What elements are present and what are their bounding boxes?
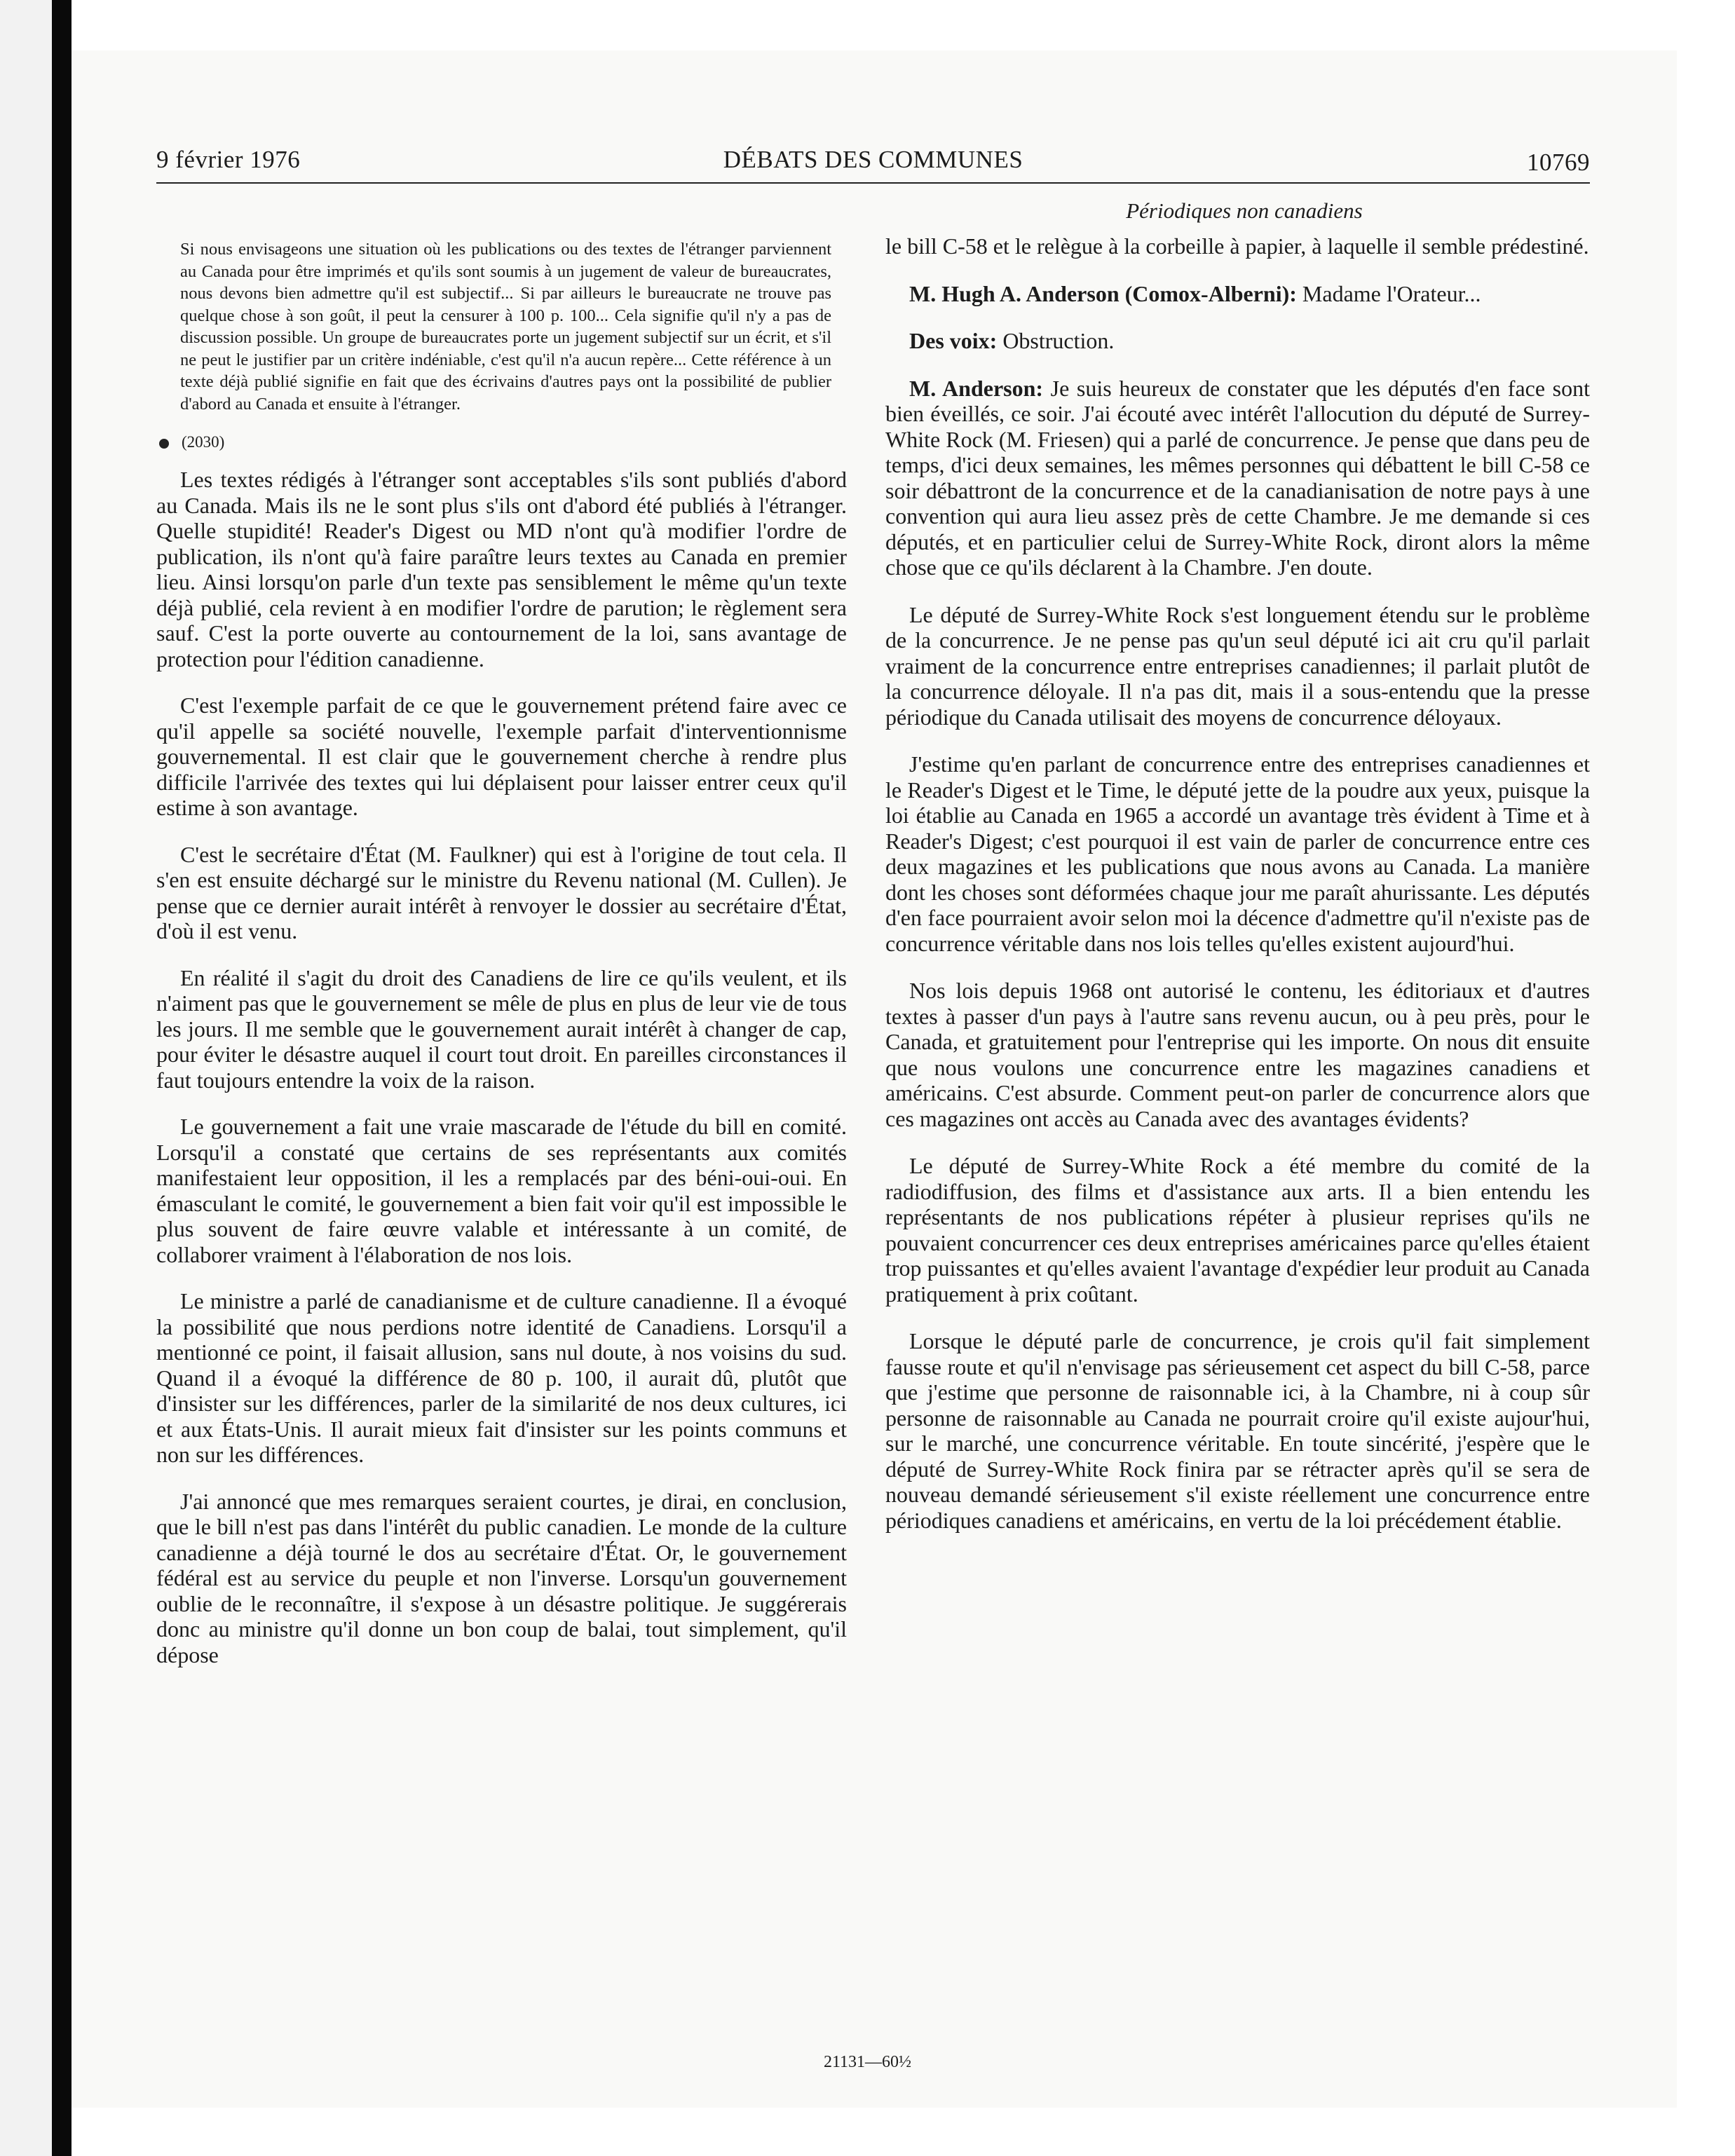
paragraph: Le ministre a parlé de canadianisme et de culture canadienne. Il a évoqué la possibilité que nous perdions notre identité de Canadiens. Lorsqu'il a mentionné ce point, il faisait allusion, sans nul doute, à nos voisins du sud. Quand il a évoqué la différence de 80 p. 100, il aurait dû, plutôt que d'insister sur les différences, parler de la similarité de nos deux cultures, ici et aux États-Unis. Il aurait mieux fait d'insister sur les points communs et non sur les différences. bbox=[156, 1288, 847, 1467]
header-page-number: 10769 bbox=[1527, 149, 1590, 176]
section-subheader: Périodiques non canadiens bbox=[1126, 198, 1363, 223]
paragraph: Nos lois depuis 1968 ont autorisé le contenu, les éditoriaux et d'autres textes à passer d'un pays à l'autre sans revenu aucun, ou à peu près, pour le Canada, et gratuitement pour l'entreprise qui les importe. On nous dit ensuite que nous voulons une concurrence entre les magazines canadiens et américains. C'est absurde. Comment peut-on parler de concurrence alors que ces magazines ont accès au Canada avec des avantages évidents? bbox=[885, 978, 1590, 1131]
quoted-passage: Si nous envisageons une situation où les publications ou des textes de l'étranger parviennent au Canada pour être imprimés et qu'ils sont soumis à un jugement de valeur de bureaucrates, nous devons bien admettre qu'il est subjectif... Si par ailleurs le bureaucrate ne trouve pas quelque chose à son goût, il peut la censurer à 100 p. 100... Cela signifie qu'il n'y a pas de discussion possible. Un groupe de bureaucrates porte un jugement subjectif sur un écrit, et s'il ne peut le justifier par un critère indéniable, c'est qu'il n'a aucun repère... Cette référence à un texte déjà publié signifie en fait que des écrivains d'autres pays ont la possibilité de publier d'abord au Canada et ensuite à l'étranger. bbox=[180, 240, 831, 414]
header-date: 9 février 1976 bbox=[156, 146, 301, 173]
paragraph: Le gouvernement a fait une vraie mascarade de l'étude du bill en comité. Lorsqu'il a constaté que certains de ses représentants aux comités manifestaient leur opposition, il les a remplacés par des béni-oui-oui. En émasculant le comité, le gouvernement a bien fait voir qu'il est impossible le plus souvent de faire œuvre valable et intéressante à un comité, de collaborer vraiment à l'élaboration de nos lois. bbox=[156, 1114, 847, 1267]
bullet-icon bbox=[159, 439, 169, 449]
continued-paragraph: le bill C-58 et le relègue à la corbeille à papier, à laquelle il semble prédestiné. bbox=[885, 233, 1589, 259]
speech bbox=[885, 376, 1590, 580]
paragraph: C'est l'exemple parfait de ce que le gouvernement prétend faire avec ce qu'il appelle sa société nouvelle, l'exemple parfait d'interventionnisme gouvernemental. Il est clair que le gouvernement cherche à rendre plus difficile l'arrivée des textes qui lui déplaisent pour laisser entrer ceux qu'il estime à son avantage. bbox=[156, 692, 847, 820]
left-column bbox=[156, 230, 847, 1688]
paragraph: J'ai annoncé que mes remarques seraient courtes, je dirai, en conclusion, que le bill n'est pas dans l'intérêt du public canadien. Le monde de la culture canadienne a déjà tourné le dos au secrétaire d'État. Or, le gouvernement fédéral est au service du peuple et non l'inverse. Lorsqu'un gouvernement oublie de le reconnaître, il s'expose à un désastre politique. Je suggérerais donc au ministre qu'il donne un bon coup de balai, tout simplement, qu'il dépose bbox=[156, 1488, 847, 1667]
speech bbox=[885, 328, 1590, 354]
time-marker bbox=[159, 433, 847, 451]
page-footer-code: 21131—60½ bbox=[823, 2053, 912, 2071]
header-title: DÉBATS DES COMMUNES bbox=[723, 146, 1023, 173]
speaker-name: M. Hugh A. Anderson (Comox-Alberni): bbox=[909, 280, 1297, 306]
paragraph: Les textes rédigés à l'étranger sont acceptables s'ils sont publiés d'abord au Canada. Mais ils ne le sont plus s'ils ont d'abord été publiés à l'étranger. Quelle stupidité! Reader's Digest ou MD n'ont qu'à modifier l'ordre de publication, ils n'ont qu'à faire paraître leurs textes au Canada en premier lieu. Ainsi lorsqu'on parle d'un texte pas sensiblement le même qu'un texte déjà publié, cela revient à en modifier l'ordre de parution; le règlement sera sauf. C'est la porte ouverte au contournement de la loi, sans avantage de protection pour l'édition canadienne. bbox=[156, 467, 847, 671]
speech bbox=[885, 281, 1590, 307]
paragraph: En réalité il s'agit du droit des Canadiens de lire ce qu'ils veulent, et ils n'aiment pas que le gouvernement se mêle de plus en plus de leur vie de tous les jours. Il me semble que le gouvernement aurait intérêt à changer de cap, pour éviter le désastre auquel il court tout droit. En pareilles circonstances il faut toujours entendre la voix de la raison. bbox=[156, 964, 847, 1093]
right-column bbox=[885, 233, 1590, 1555]
paragraph: Lorsque le député parle de concurrence, je crois qu'il fait simplement fausse route et qu'il n'envisage pas sérieusement cet aspect du bill C-58, parce que j'estime que personne de raisonnable ici, à la Chambre, ni à coup sûr personne de raisonnable au Canada ne pourrait croire qu'il existe aujour'hui, sur le marché, une concurrence véritable. En toute sincérité, j'espère que le député de Surrey-White Rock finira par se rétracter après qu'il se sera de nouveau demandé sérieusement s'il existe réellement une concurrence entre périodiques canadiens et américains, en vertu de la loi précédement établie. bbox=[885, 1328, 1590, 1533]
paragraph: C'est le secrétaire d'État (M. Faulkner) qui est à l'origine de tout cela. Il s'en est ensuite déchargé sur le ministre du Revenu national (M. Cullen). Je pense que ce dernier aurait intérêt à renvoyer le dossier au secrétaire d'État, d'où il est venu. bbox=[156, 841, 847, 943]
time-marker-label: (2030) bbox=[182, 433, 225, 451]
paragraph: Le député de Surrey-White Rock a été membre du comité de la radiodiffusion, des films et d'assistance aux arts. Il a bien entendu les représentants de nos publications répéter à plusieur reprises qu'ils ne pouvaient concurrencer ces deux entreprises américaines parce qu'elles étaient trop puissantes et qu'elles avaient l'avantage d'expédier leur produit au Canada pratiquement à prix coûtant. bbox=[885, 1153, 1590, 1306]
paragraph: J'estime qu'en parlant de concurrence entre des entreprises canadiennes et le Reader's Digest et le Time, le député jette de la poudre aux yeux, puisque la loi établie au Canada en 1965 a accordé un avantage très évident à Time et à Reader's Digest; c'est pourquoi il est vain de parler de concurrence entre ces deux magazines et les publications que nous avons au Canada. La manière dont les choses sont déformées chaque jour me paraît ahurissante. Les députés d'en face pourraient avoir selon moi la décence d'admettre qu'il n'existe pas de concurrence véritable dans nos lois telles qu'elles existent aujourd'hui. bbox=[885, 751, 1590, 956]
scan-edge bbox=[0, 0, 72, 2156]
speech-text: Obstruction. bbox=[1002, 328, 1115, 353]
speech-text: Madame l'Orateur... bbox=[1302, 280, 1481, 306]
paragraph: Le député de Surrey-White Rock s'est longuement étendu sur le problème de la concurrence. Je ne pense pas qu'un seul député ici ait cru qu'il parlait vraiment de la concurrence entre entreprises canadiennes; il parlait plutôt de la concurrence déloyale. Il n'a pas dit, mais il a sous-entendu que la presse périodique du Canada utilisait des moyens de concurrence déloyaux. bbox=[885, 601, 1590, 730]
speaker-name: Des voix: bbox=[909, 328, 998, 353]
speech-text: Je suis heureux de constater que les députés d'en face sont bien éveillés, ce soir. J'ai écouté avec intérêt l'allocution du député de Surrey-White Rock (M. Friesen) qui a parlé de concurrence. Je pense que dans peu de temps, d'ici deux semaines, les mêmes personnes qui débattent le bill C-58 ce soir débattront de la concurrence et de la canadianisation de notre pays à une convention qui aura lieu assez près de cette Chambre. Je me demande si ces députés, et en particulier celui de Surrey-White Rock, diront alors la même chose que ce qu'ils déclarent à la Chambre. J'en doute. bbox=[885, 375, 1591, 580]
page-header bbox=[156, 142, 1590, 184]
speaker-name: M. Anderson: bbox=[909, 375, 1044, 401]
